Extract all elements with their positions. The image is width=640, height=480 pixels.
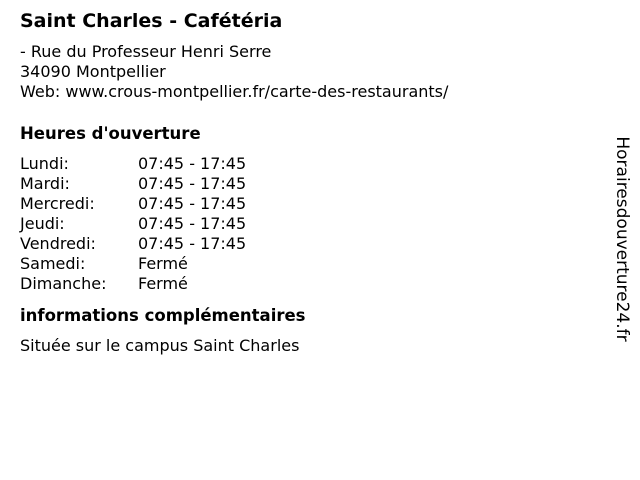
day-hours: 07:45 - 17:45 <box>138 194 247 213</box>
hours-row-saturday <box>20 254 600 274</box>
day-hours: Fermé <box>138 274 188 293</box>
day-label: Jeudi: <box>20 214 65 233</box>
opening-hours-list <box>20 154 600 294</box>
day-label: Dimanche: <box>20 274 107 293</box>
address-block <box>20 42 600 102</box>
day-hours: Fermé <box>138 254 188 273</box>
address-city: 34090 Montpellier <box>20 62 166 81</box>
day-label: Samedi: <box>20 254 86 273</box>
day-label: Mercredi: <box>20 194 95 213</box>
address-street: - Rue du Professeur Henri Serre <box>20 42 272 61</box>
additional-info-heading: informations complémentaires <box>20 306 306 325</box>
additional-info-text: Située sur le campus Saint Charles <box>20 336 300 355</box>
restaurant-card <box>20 9 600 356</box>
website-line: Web: www.crous-montpellier.fr/carte-des-restaurants/ <box>20 82 449 101</box>
hours-row-sunday <box>20 274 600 294</box>
hours-row-monday <box>20 154 600 174</box>
site-brand-watermark: Horairesdouverture24.fr <box>612 136 632 342</box>
day-label: Mardi: <box>20 174 70 193</box>
day-hours: 07:45 - 17:45 <box>138 234 247 253</box>
day-hours: 07:45 - 17:45 <box>138 174 247 193</box>
page-title: Saint Charles - Cafétéria <box>20 10 283 32</box>
day-label: Vendredi: <box>20 234 96 253</box>
day-label: Lundi: <box>20 154 69 173</box>
opening-hours-heading: Heures d'ouverture <box>20 124 201 143</box>
day-hours: 07:45 - 17:45 <box>138 154 247 173</box>
hours-row-thursday <box>20 214 600 234</box>
hours-row-wednesday <box>20 194 600 214</box>
hours-row-friday <box>20 234 600 254</box>
day-hours: 07:45 - 17:45 <box>138 214 247 233</box>
hours-row-tuesday <box>20 174 600 194</box>
